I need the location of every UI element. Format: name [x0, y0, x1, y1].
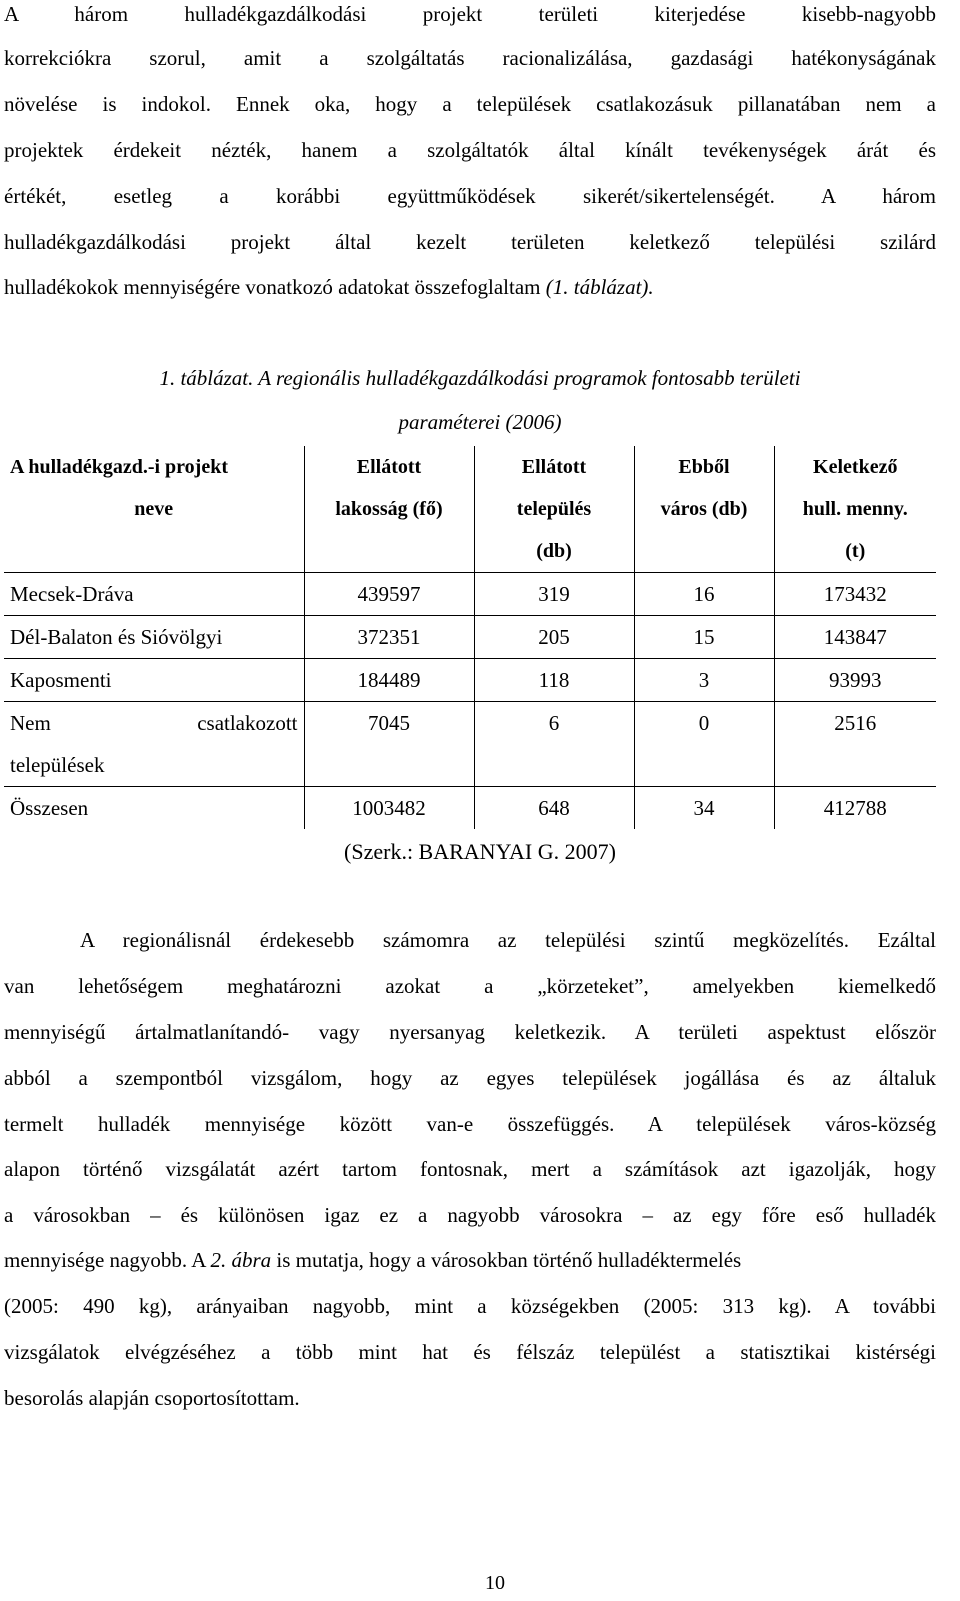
header-waste: [774, 446, 936, 573]
header-text: Ellátott: [521, 456, 587, 478]
header-cities: [634, 446, 774, 573]
body-line-8: [4, 1246, 936, 1274]
cell-population: 1003482: [304, 787, 474, 830]
header-text: (db): [536, 540, 572, 562]
table-header-row: [4, 446, 936, 573]
cell-population: 372351: [304, 616, 474, 659]
header-text: hull. menny.: [802, 498, 908, 520]
cell-waste: 2516: [774, 702, 936, 787]
cell-name: Kaposmenti: [10, 668, 112, 692]
table-source: [0, 838, 960, 866]
header-text: város (db): [660, 498, 748, 520]
cell-cities: 15: [634, 616, 774, 659]
body-line-1: A regionálisnál érdekesebb számomra az települési szintű megközelítés. Ezáltal: [80, 928, 936, 952]
intro-line-3: növelése is indokol. Ennek oka, hogy a települések csatlakozásuk pillanatában nem a: [4, 92, 936, 116]
cell-name-top: [10, 702, 298, 744]
regional-table: [4, 446, 936, 829]
header-text: A hulladékgazd.-i projekt: [10, 456, 228, 478]
body-line-9: (2005: 490 kg), arányaiban nagyobb, mint a községekben (2005: 313 kg). A további: [4, 1294, 936, 1318]
table-row: [4, 616, 936, 659]
cell-name-part: Nem: [10, 711, 51, 735]
cell-waste: 93993: [774, 659, 936, 702]
table-caption: [0, 364, 960, 392]
cell-name-part: települések: [10, 753, 105, 777]
cell-cities: 0: [634, 702, 774, 787]
body-line-11: besorolás alapján csoportosítottam.: [4, 1386, 300, 1410]
cell-population: 184489: [304, 659, 474, 702]
body-line-2: van lehetőségem meghatározni azokat a „körzeteket”, amelyekben kiemelkedő: [4, 974, 936, 998]
cell-name: Mecsek-Dráva: [10, 582, 134, 606]
table-reference: (1. táblázat).: [545, 275, 654, 299]
body-line-10: vizsgálatok elvégzéséhez a több mint hat és félszáz települést a statisztikai kistérségi: [4, 1340, 936, 1364]
cell-name: Dél-Balaton és Sióvölgyi: [10, 625, 223, 649]
cell-waste: 412788: [774, 787, 936, 830]
header-text: Keletkező: [813, 456, 898, 478]
page-number: 10: [485, 1572, 505, 1594]
body-line-4: abból a szempontból vizsgálom, hogy az egyes települések jogállása és az általuk: [4, 1066, 936, 1090]
body-line-8-suffix: is mutatja, hogy a városokban történő hulladéktermelés: [271, 1248, 742, 1272]
body-line-6: alapon történő vizsgálatát azért tartom fontosnak, mert a számítások azt igazolják, hogy: [4, 1157, 936, 1181]
cell-population: 439597: [304, 573, 474, 616]
cell-cities: 3: [634, 659, 774, 702]
header-text: neve: [134, 498, 174, 520]
intro-last-text: hulladékokok mennyiségére vonatkozó adatokat összefoglaltam: [4, 275, 546, 299]
cell-name: Összesen: [10, 796, 89, 820]
table-row: [4, 659, 936, 702]
table-caption-line1: A regionális hulladékgazdálkodási programok fontosabb területi: [253, 366, 801, 390]
intro-line-2: korrekciókra szorul, amit a szolgáltatás racionalizálása, gazdasági hatékonyságának: [4, 46, 936, 70]
cell-cities: 16: [634, 573, 774, 616]
intro-line-7: [4, 273, 936, 301]
header-text: (t): [845, 540, 866, 562]
table-caption-label: 1. táblázat.: [159, 366, 254, 390]
header-text: lakosság (fő): [335, 498, 443, 520]
intro-line-5: értékét, esetleg a korábbi együttműködések sikerét/sikertelenségét. A három: [4, 184, 936, 208]
header-text: Ellátott: [356, 456, 422, 478]
cell-cities: 34: [634, 787, 774, 830]
header-text: település: [516, 498, 592, 520]
header-settlements: [474, 446, 634, 573]
table-total-row: [4, 787, 936, 830]
figure-reference: 2. ábra: [210, 1248, 272, 1272]
cell-population: 7045: [304, 702, 474, 787]
cell-name: [4, 702, 304, 787]
cell-name-part: csatlakozott: [197, 711, 298, 735]
table-row: [4, 573, 936, 616]
header-project-name: [4, 446, 304, 573]
header-text: Ebből: [678, 456, 730, 478]
body-line-8-prefix: mennyisége nagyobb. A: [4, 1248, 211, 1272]
cell-settlements: 648: [474, 787, 634, 830]
intro-line-6: hulladékgazdálkodási projekt által kezelt területen keletkező települési szilárd: [4, 230, 936, 254]
cell-waste: 143847: [774, 616, 936, 659]
source-author: ARANYAI: [433, 839, 533, 864]
intro-line-1: A három hulladékgazdálkodási projekt területi kiterjedése kisebb-nagyobb: [4, 2, 936, 26]
table-caption-line2: paraméterei (2006): [398, 410, 562, 434]
source-suffix: G. 2007): [532, 839, 616, 864]
cell-settlements: 6: [474, 702, 634, 787]
body-line-7: a városokban – és különösen igaz ez a nagyobb városokra – az egy főre eső hulladék: [4, 1203, 936, 1227]
header-population: [304, 446, 474, 573]
table-row-unconnected: [4, 702, 936, 787]
body-line-5: termelt hulladék mennyisége között van-e összefüggés. A települések város-község: [4, 1112, 936, 1136]
intro-line-4: projektek érdekeit nézték, hanem a szolgáltatók által kínált tevékenységek árát és: [4, 138, 936, 162]
source-prefix: (Szerk.: B: [344, 839, 434, 864]
cell-settlements: 118: [474, 659, 634, 702]
cell-waste: 173432: [774, 573, 936, 616]
body-line-3: mennyiségű ártalmatlanítandó- vagy nyersanyag keletkezik. A területi aspektust először: [4, 1020, 936, 1044]
cell-settlements: 205: [474, 616, 634, 659]
cell-settlements: 319: [474, 573, 634, 616]
